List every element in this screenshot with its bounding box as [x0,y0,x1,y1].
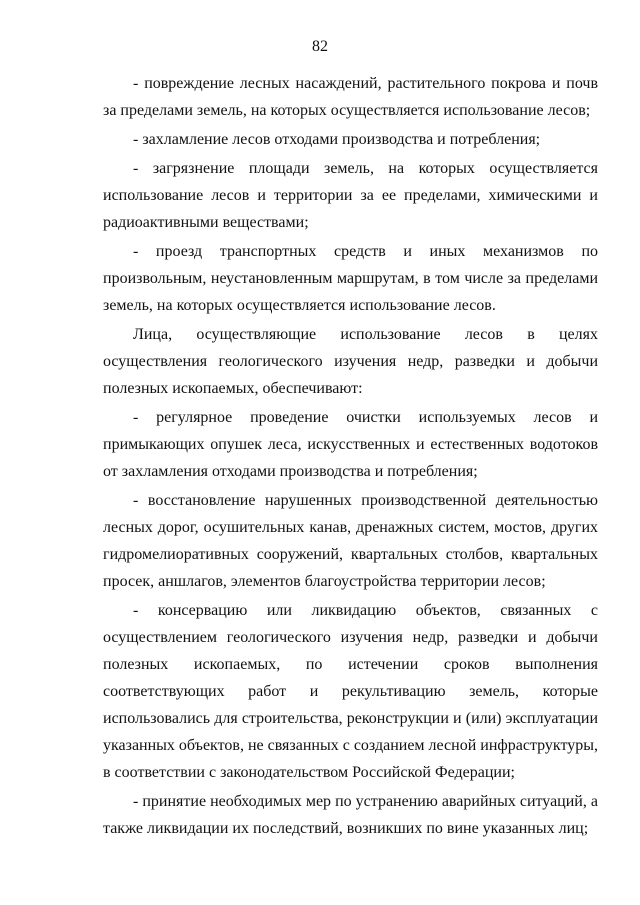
paragraph-regular-cleaning: - регулярное проведение очистки используемых лесов и примыкающих опушек леса, искусственных и естественных водотоков от захламления отходами производства и потребления; [103,409,598,480]
paragraph-vehicle-passage: - проезд транспортных средств и иных механизмов по произвольным, неустановленным маршрутам, в том числе за пределами земель, на которых осуществляется использование лесов. [103,243,598,314]
paragraph-damage-plantings: - повреждение лесных насаждений, растительного покрова и почв за пределами земель, на которых осуществляется использование лесов; [103,75,598,119]
paragraph-restoration: - восстановление нарушенных производственной деятельностью лесных дорог, осушительных канав, дренажных систем, мостов, других гидромелиоративных сооружений, квартальных столбов, квартальных просек, аншлагов, элементов благоустройства территории лесов; [103,492,598,590]
paragraph-conservation-liquidation: - консервацию или ликвидацию объектов, связанных с осуществлением геологического изучения недр, разведки и добычи полезных ископаемых, по истечении сроков выполнения соответствующих работ и рекультивацию земель, которые использовались для строительства, реконструкции и (или) эксплуатации указанных объектов, не связанных с созданием лесной инфраструктуры, в соответствии с законодательством Российской Федерации; [103,602,599,781]
page-number: 82 [312,38,328,55]
paragraph-pollution: - загрязнение площади земель, на которых осуществляется использование лесов и территории за ее пределами, химическими и радиоактивными веществами; [103,160,598,231]
body-text [103,70,598,844]
paragraph-emergency-measures: - принятие необходимых мер по устранению аварийных ситуаций, а также ликвидации их последствий, возникших по вине указанных лиц; [103,793,598,837]
paragraph-littering: - захламление лесов отходами производства и потребления; [133,131,541,148]
paragraph-obligations-intro: Лица, осуществляющие использование лесов в целях осуществления геологического изучения недр, разведки и добычи полезных ископаемых, обеспечивают: [103,326,598,397]
